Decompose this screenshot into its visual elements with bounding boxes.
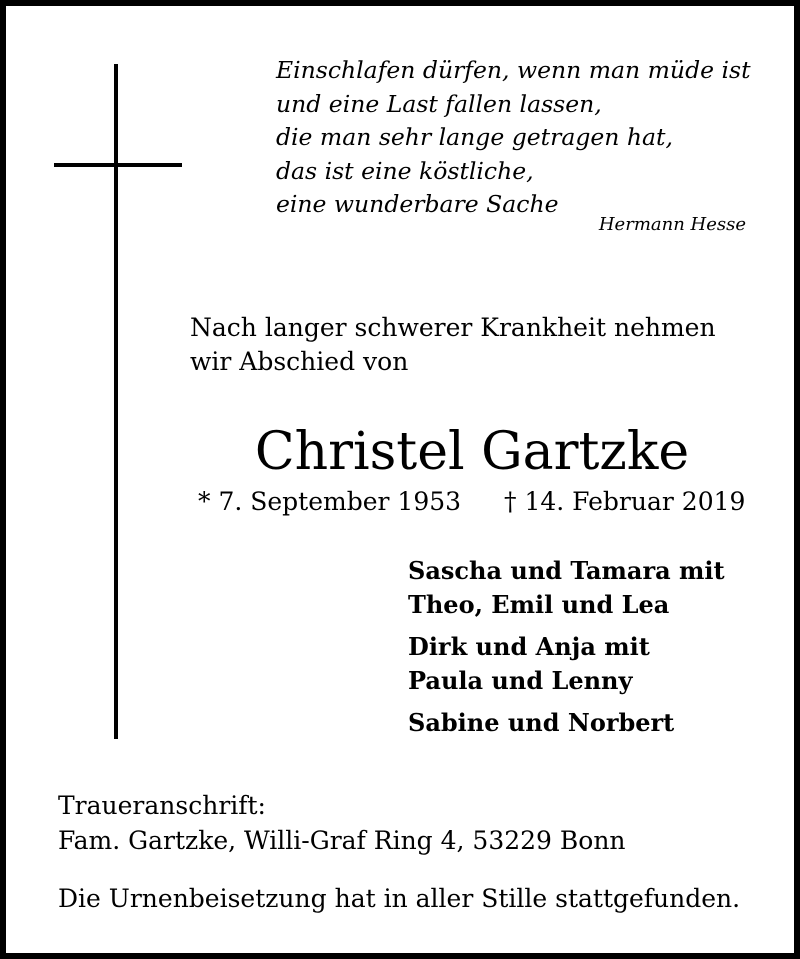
- poem-line: eine wunderbare Sache: [276, 190, 559, 218]
- address-value: Fam. Gartzke, Willi-Graf Ring 4, 53229 Bonn: [58, 826, 626, 855]
- birth-date: * 7. September 1953: [198, 487, 462, 516]
- intro-line: wir Abschied von: [190, 347, 409, 376]
- poem-line: die man sehr lange getragen hat,: [276, 123, 673, 151]
- mourner-group: [408, 706, 725, 740]
- mourner-line: Theo, Emil und Lea: [408, 590, 670, 619]
- mourner-line: Sascha und Tamara mit: [408, 556, 725, 585]
- intro-line: Nach langer schwerer Krankheit nehmen: [190, 313, 716, 342]
- burial-note: Die Urnenbeisetzung hat in aller Stille stattgefunden.: [58, 884, 741, 913]
- poem-author: Hermann Hesse: [598, 214, 746, 235]
- mourner-group: [408, 630, 725, 698]
- mourner-line: Dirk und Anja mit: [408, 632, 650, 661]
- address-label: Traueranschrift:: [58, 791, 266, 820]
- poem: [276, 54, 751, 222]
- mourning-address: [58, 788, 626, 858]
- mourner-line: Paula und Lenny: [408, 666, 633, 695]
- poem-line: Einschlafen dürfen, wenn man müde ist: [276, 56, 751, 84]
- mourners-list: [408, 554, 725, 748]
- cross-icon-horizontal: [54, 163, 182, 167]
- deceased-name-row: [6, 420, 800, 484]
- poem-line: das ist eine köstliche,: [276, 156, 534, 185]
- mourner-line: Sabine und Norbert: [408, 708, 675, 737]
- poem-line: und eine Last fallen lassen,: [276, 89, 602, 118]
- intro-text: [190, 311, 716, 379]
- deceased-name: Christel Gartzke: [254, 422, 690, 482]
- mourner-group: [408, 554, 725, 622]
- death-date: † 14. Februar 2019: [504, 487, 746, 516]
